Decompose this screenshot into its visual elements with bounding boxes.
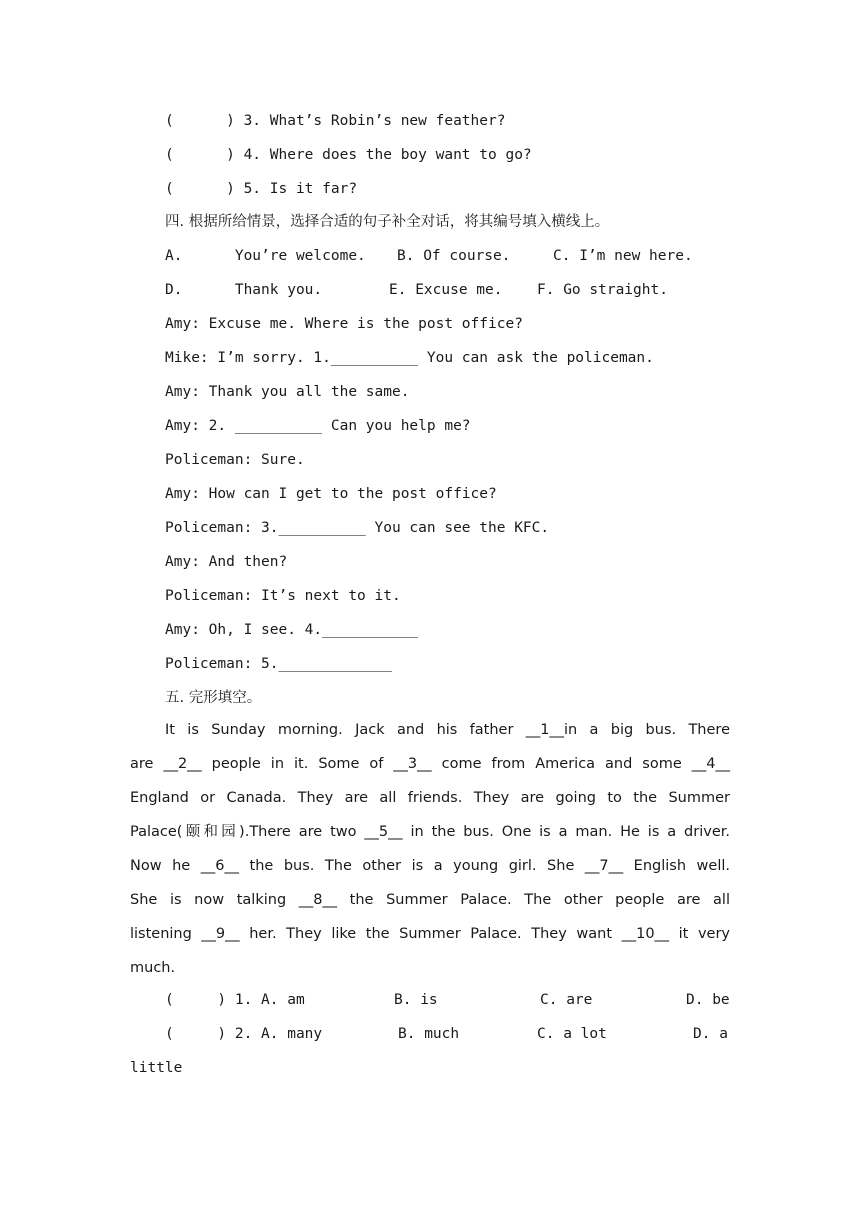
cloze-q1-option-d: D. be [686,992,730,1008]
cloze-q2-option-c: C. a lot [537,1026,607,1042]
option-f: F. Go straight. [537,282,668,298]
cloze-q1-option-c: C. are [540,992,593,1008]
cloze-q1-option-b: B. is [394,992,438,1008]
option-e: E. Excuse me. [389,282,503,298]
passage-line: She is now talking __8__ the Summer Palace. The other people are all [130,892,730,908]
passage-line: Now he __6__ the bus. The other is a young girl. She __7__ English well. [130,858,730,874]
cloze-question-2 [165,1024,730,1044]
passage-line: listening __9__ her. They like the Summer Palace. They want __10__ it very [130,926,730,942]
cloze-q2-option-a: ( ) 2. A. many [165,1026,323,1042]
options-row-2 [165,280,730,300]
question-4: ( ) 4. Where does the boy want to go? [165,147,532,163]
dialogue-line: Amy: Thank you all the same. [165,384,410,400]
section5-heading: 五. 完形填空。 [165,690,262,706]
passage-line: Palace(颐和园).There are two __5__ in the bus. One is a man. He is a driver. [130,824,730,840]
cloze-q2-option-d: D. a [693,1026,728,1042]
section4-heading: 四. 根据所给情景，选择合适的句子补全对话，将其编号填入横线上。 [165,214,610,230]
dialogue-line: Policeman: 5._____________ [165,656,392,672]
dialogue-line: Policeman: 3.__________ You can see the KFC. [165,520,550,536]
option-c: C. I’m new here. [553,248,693,264]
passage-line: are __2__ people in it. Some of __3__ come from America and some __4__ [130,756,730,772]
dialogue-line: Policeman: Sure. [165,452,305,468]
dialogue-line: Amy: 2. __________ Can you help me? [165,418,471,434]
option-a: A. You’re welcome. [165,248,366,264]
cloze-q1-option-a: ( ) 1. A. am [165,992,305,1008]
option-b: B. Of course. [397,248,511,264]
cloze-q2-wrap: little [130,1060,183,1076]
passage-line: much. [130,960,176,976]
dialogue-line: Amy: How can I get to the post office? [165,486,497,502]
dialogue-line: Policeman: It’s next to it. [165,588,401,604]
dialogue-line: Amy: And then? [165,554,288,570]
question-5: ( ) 5. Is it far? [165,181,358,197]
question-3: ( ) 3. What’s Robin’s new feather? [165,113,506,129]
option-d: D. Thank you. [165,282,323,298]
cloze-q2-option-b: B. much [398,1026,460,1042]
options-row-1 [165,246,730,266]
dialogue-line: Mike: I’m sorry. 1.__________ You can ask the policeman. [165,350,654,366]
dialogue-line: Amy: Oh, I see. 4.___________ [165,622,419,638]
dialogue-line: Amy: Excuse me. Where is the post office? [165,316,523,332]
passage-line: It is Sunday morning. Jack and his father __1__in a big bus. There [165,722,730,738]
passage-line: England or Canada. They are all friends. They are going to the Summer [130,790,730,806]
cloze-question-1 [165,990,730,1010]
